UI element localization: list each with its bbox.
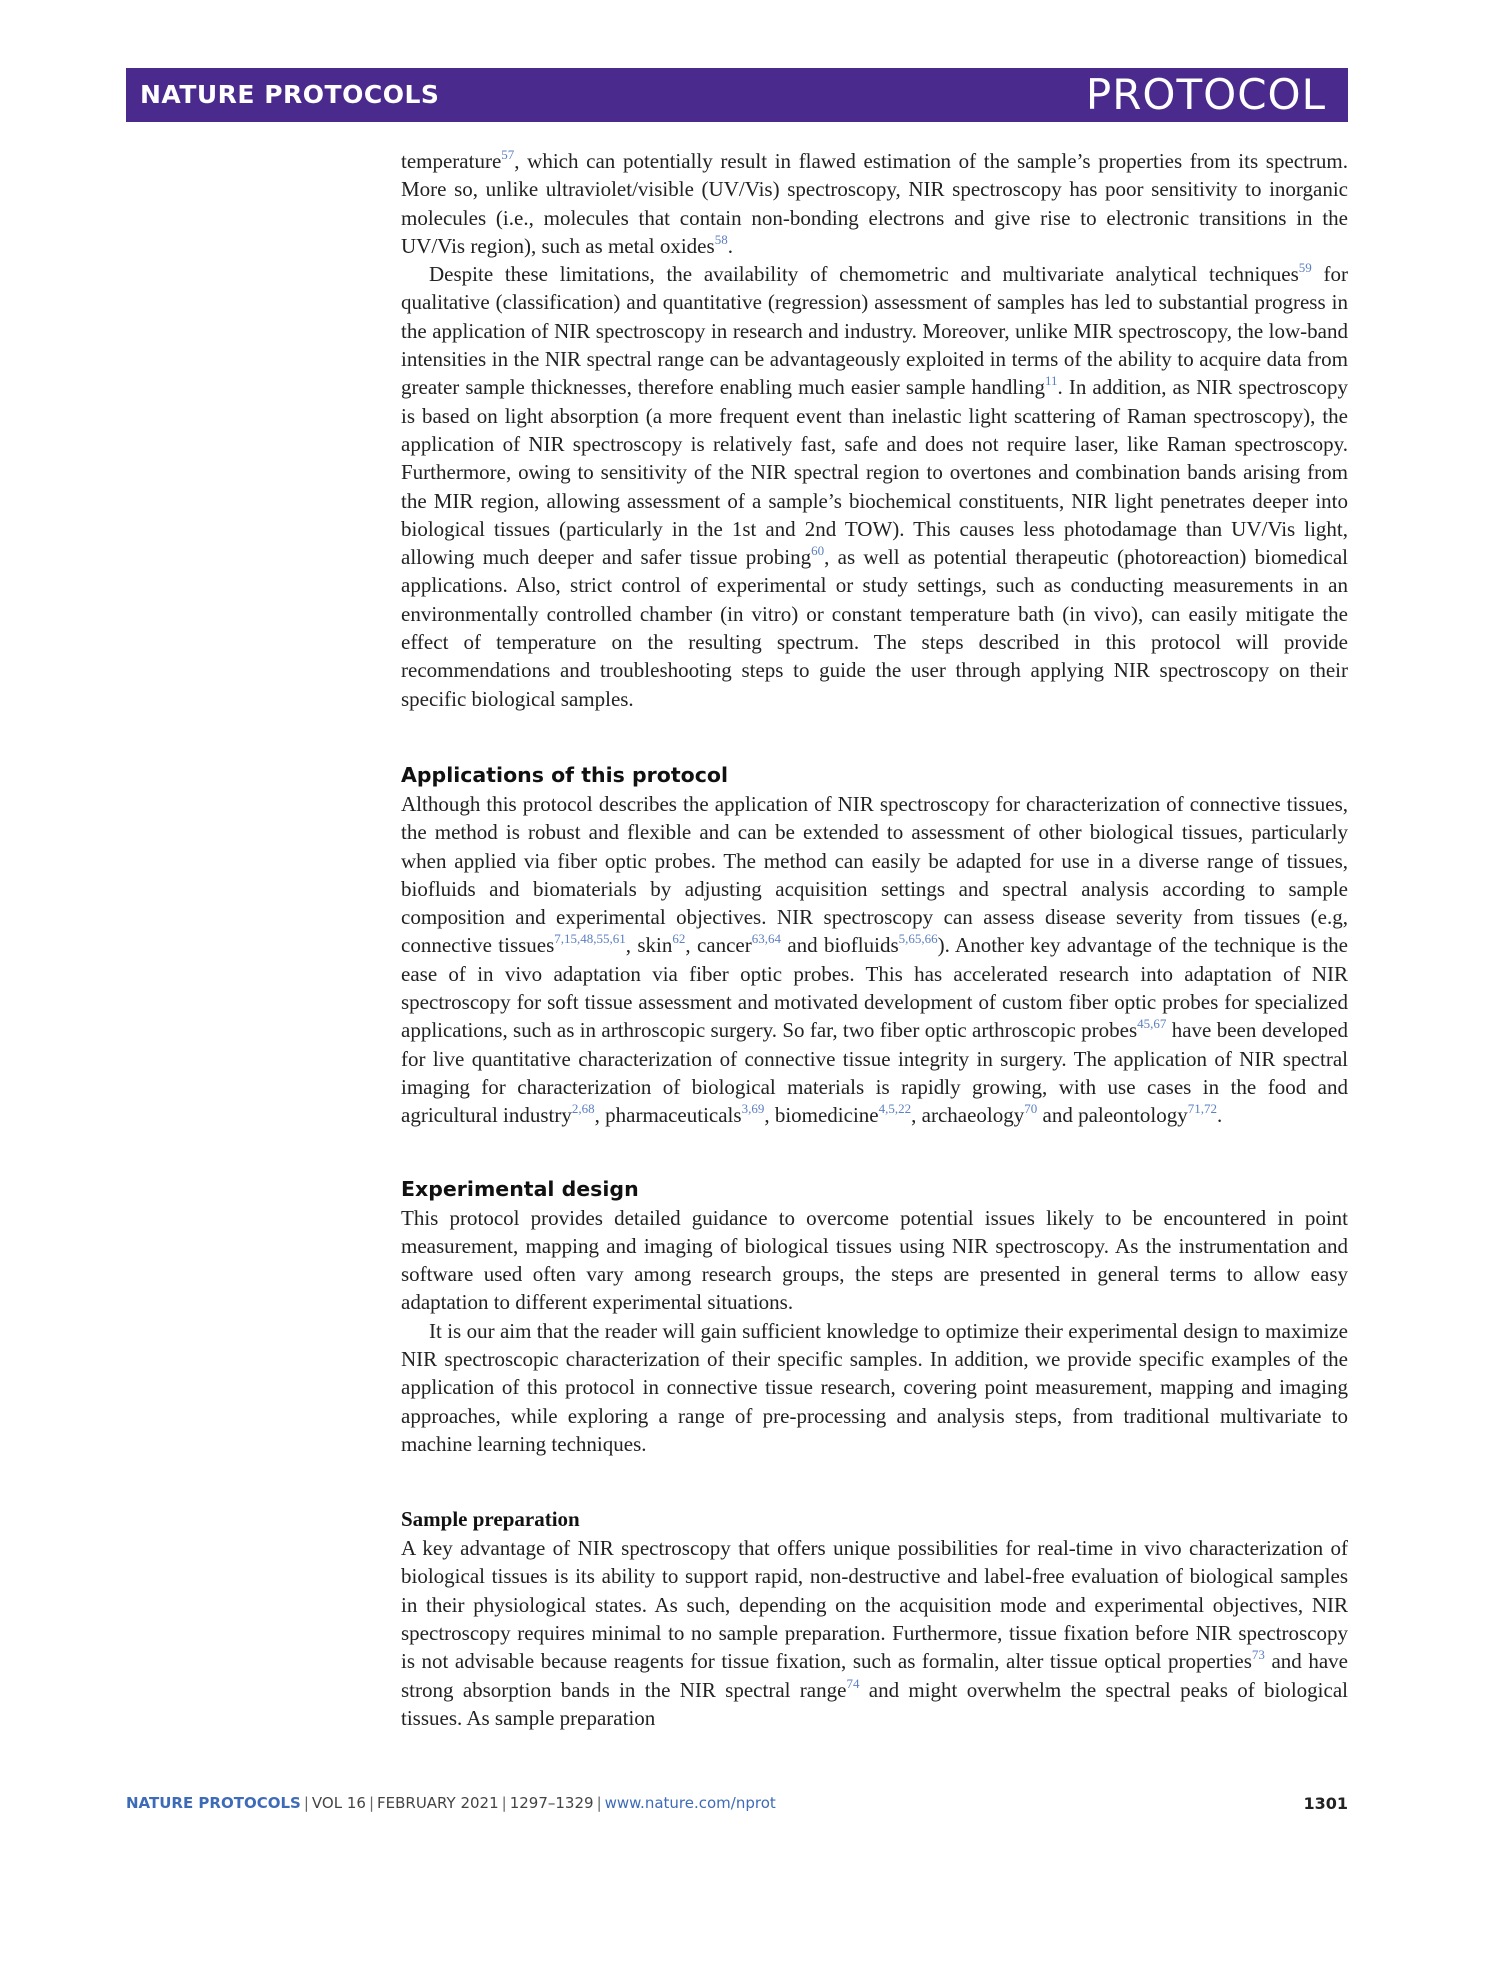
paragraph-experimental-1: This protocol provides detailed guidance to overcome potential issues likely to be encountered in point measurement, mapping and imaging of biological tissues using NIR spectroscopy. As the instrumentation and software used often vary among research groups, the steps are presented in general terms to allow easy adaptation to different experimental situations. — [401, 1205, 1348, 1315]
text: . — [1216, 1103, 1223, 1128]
text: and might overwhelm the spectral peaks of biological tissues. As sample preparation — [401, 1677, 1348, 1730]
text: Although this protocol describes the application of NIR spectroscopy for characterization of connective tissues, the method is robust and flexible and can be extended to assessment of other biological tissues, particularly when applied via fiber optic probes. The method can easily be adapted for use in a diverse range of tissues, biofluids and biomaterials by adjusting acquisition settings and spectral analysis according to sample composition and experimental objectives. NIR spectroscopy can assess disease severity from tissues (e.g, connective tissues — [401, 791, 1348, 958]
paragraph-intro-2 — [401, 260, 1348, 713]
text: , archaeology — [911, 1103, 1025, 1128]
paragraph-applications — [401, 790, 1348, 1130]
paragraph-intro-1 — [401, 147, 1348, 260]
separator: | — [368, 1794, 374, 1812]
citation-link[interactable]: 63,64 — [751, 931, 781, 947]
separator: | — [596, 1794, 602, 1812]
text: and have strong absorption bands in the NIR spectral range — [401, 1649, 1348, 1702]
citation-link[interactable]: 59 — [1298, 260, 1312, 276]
subsection-heading-sample-preparation: Sample preparation — [401, 1507, 580, 1532]
section-heading-applications: Applications of this protocol — [401, 762, 729, 787]
text: , biomedicine — [764, 1103, 879, 1128]
citation-link[interactable]: 73 — [1251, 1647, 1265, 1663]
page-number: 1301 — [1303, 1794, 1348, 1813]
text: A key advantage of NIR spectroscopy that offers unique possibilities for real-time in vivo characterization of biological tissues is its ability to support rapid, non-destructive and label-free evaluation of biological samples in their physiological states. As such, depending on the acquisition mode and experimental objectives, NIR spectroscopy requires minimal to no sample preparation. Furthermore, tissue fixation before NIR spectroscopy is not advisable because reagents for tissue fixation, such as formalin, alter tissue optical properties — [401, 1536, 1348, 1674]
journal-name: NATURE PROTOCOLS — [140, 80, 440, 109]
citation-link[interactable]: 2,68 — [571, 1101, 595, 1117]
text: Despite these limitations, the availability of chemometric and multivariate analytical techniques — [429, 262, 1299, 287]
text: , skin — [625, 933, 673, 958]
citation-link[interactable]: 11 — [1044, 373, 1058, 389]
text: for qualitative (classification) and quantitative (regression) assessment of samples has led to substantial progress in the application of NIR spectroscopy in research and industry. Moreover, unlike MIR spectroscopy, the low-band intensities in the NIR spectral range can be advantageously exploited in terms of the ability to acquire data from greater sample thicknesses, therefore enabling much easier sample handling — [401, 262, 1348, 400]
footer-pages: 1297–1329 — [509, 1794, 594, 1812]
article-type: PROTOCOL — [1085, 70, 1326, 119]
citation-link[interactable]: 5,65,66 — [898, 931, 938, 947]
main-content — [401, 147, 1348, 1732]
citation-link[interactable]: 3,69 — [741, 1101, 765, 1117]
separator: | — [501, 1794, 507, 1812]
text: . In addition, as NIR spectroscopy is based on light absorption (a more frequent event than inelastic light scattering of Raman spectroscopy), the application of NIR spectroscopy is relatively fast, safe and does not require laser, like Raman spectroscopy. Furthermore, owing to sensitivity of the NIR spectral region to overtones and combination bands arising from the MIR region, allowing assessment of a sample’s biochemical constituents, NIR light penetrates deeper into biological tissues (particularly in the 1st and 2nd TOW). This causes less photodamage than UV/Vis light, allowing much deeper and safer tissue probing — [401, 375, 1348, 570]
page-footer — [126, 1794, 1348, 1818]
footer-url-link[interactable]: www.nature.com/nprot — [604, 1794, 776, 1812]
text: , pharmaceuticals — [594, 1103, 742, 1128]
citation-link[interactable]: 71,72 — [1187, 1101, 1217, 1117]
text: , cancer — [685, 933, 752, 958]
text: temperature — [401, 149, 502, 173]
section-heading-experimental-design: Experimental design — [401, 1176, 639, 1201]
citation-link[interactable]: 74 — [846, 1675, 860, 1691]
citation-link[interactable]: 62 — [672, 931, 686, 947]
citation-link[interactable]: 4,5,22 — [878, 1101, 912, 1117]
citation-link[interactable]: 57 — [501, 147, 515, 162]
footer-journal: NATURE PROTOCOLS — [126, 1794, 301, 1812]
text: and biofluids — [781, 933, 899, 958]
citation-link[interactable]: 45,67 — [1137, 1016, 1167, 1032]
text: , as well as potential therapeutic (photoreaction) biomedical applications. Also, strict control of experimental or study settings, such as conducting measurements in an environmentally controlled chamber (in vitro) or constant temperature bath (in vivo), can easily mitigate the effect of temperature on the resulting spectrum. The steps described in this protocol will provide recommendations and troubleshooting steps to guide the user through applying NIR spectroscopy on their specific biological samples. — [401, 545, 1348, 711]
text: ). Another key advantage of the technique is the ease of in vivo adaptation via fiber optic probes. This has accelerated research into adaptation of NIR spectroscopy for soft tissue assessment and motivated development of custom fiber optic probes for specialized applications, such as in arthroscopic surgery. So far, two fiber optic arthroscopic probes — [401, 933, 1349, 1043]
text: , which can potentially result in flawed estimation of the sample’s properties from its spectrum. More so, unlike ultraviolet/visible (UV/Vis) spectroscopy, NIR spectroscopy has poor sensitivity to inorganic molecules (i.e., molecules that contain non-bonding electrons and give rise to electronic transitions in the UV/Vis region), such as metal oxides — [401, 149, 1348, 258]
text: have been developed for live quantitative characterization of connective tissue integrity in surgery. The application of NIR spectral imaging for characterization of biological materials is rapidly growing, with use cases in the food and agricultural industry — [401, 1018, 1348, 1128]
citation-link[interactable]: 58 — [714, 231, 728, 247]
paragraph-sample-preparation — [401, 1534, 1348, 1732]
footer-volume: VOL 16 — [311, 1794, 366, 1812]
text: . — [727, 233, 733, 258]
citation-link[interactable]: 60 — [811, 543, 825, 559]
text: and paleontology — [1037, 1103, 1188, 1128]
separator: | — [303, 1794, 309, 1812]
footer-date: FEBRUARY 2021 — [377, 1794, 499, 1812]
header-bar — [126, 68, 1348, 122]
citation-link[interactable]: 70 — [1024, 1101, 1038, 1117]
paragraph-experimental-2: It is our aim that the reader will gain sufficient knowledge to optimize their experimental design to maximize NIR spectroscopic characterization of their specific samples. In addition, we provide specific examples of the application of this protocol in connective tissue research, covering point measurement, mapping and imaging approaches, while exploring a range of pre-processing and analysis steps, from traditional multivariate to machine learning techniques. — [401, 1318, 1348, 1456]
citation-link[interactable]: 7,15,48,55,61 — [554, 931, 626, 947]
